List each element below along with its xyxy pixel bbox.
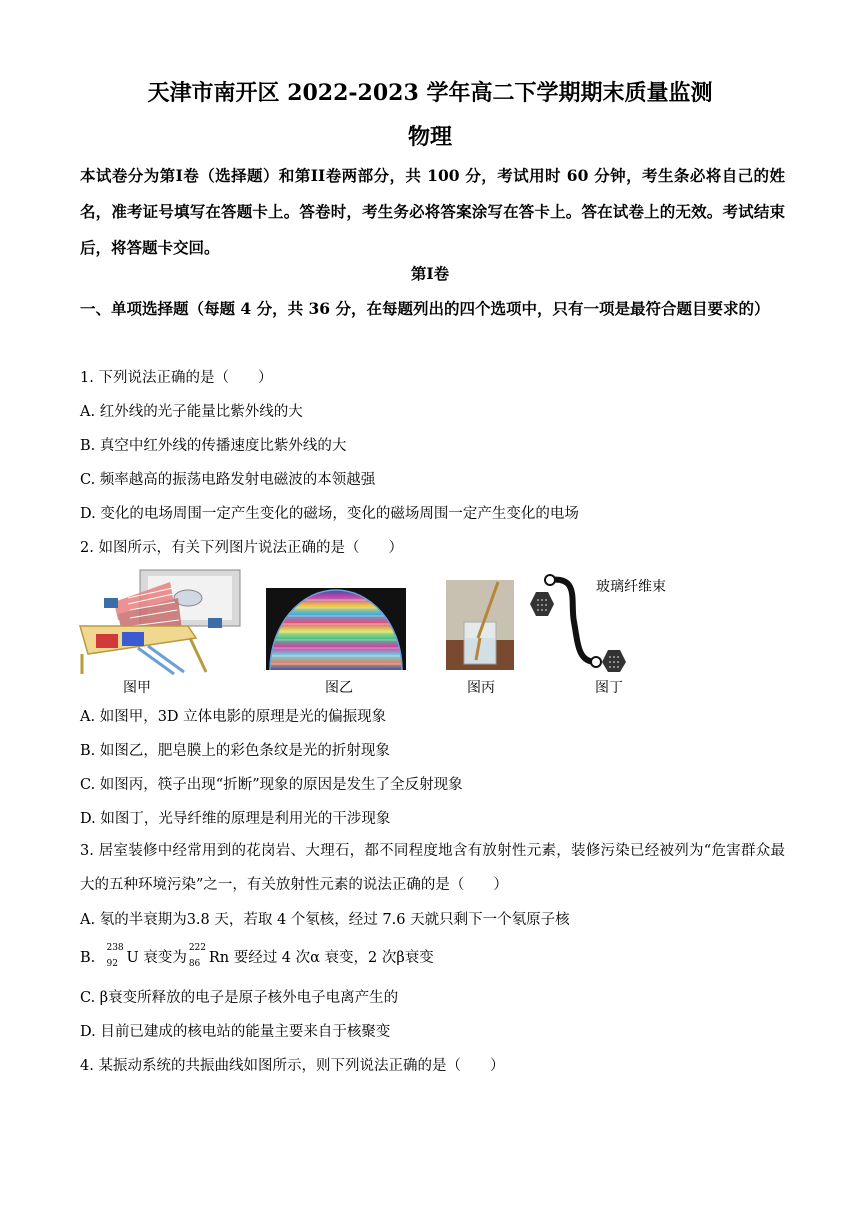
question-1-option-c: C. 频率越高的振荡电路发射电磁波的本领越强 — [80, 472, 376, 488]
question-2-option-a: A. 如图甲，3D 立体电影的原理是光的偏振现象 — [80, 709, 387, 725]
fiber-label: 玻璃纤维束 — [596, 579, 666, 595]
question-4-stem: 4. 某振动系统的共振曲线如图所示，则下列说法正确的是（ ） — [80, 1058, 505, 1074]
question-1-option-b: B. 真空中红外线的传播速度比紫外线的大 — [80, 438, 347, 454]
question-3-stem: 3. 居室装修中经常用到的花岗岩、大理石，都不同程度地含有放射性元素，装修污染已经被列为“危害群众最大的五种环境污染”之一，有关放射性元素的说法正确的是（ ） — [80, 843, 785, 893]
option-b-mid: 衰变为 — [143, 950, 187, 966]
subject-title: 物理 — [407, 124, 452, 150]
volume-heading: 第I卷 — [410, 264, 450, 283]
question-2-option-c: C. 如图丙，筷子出现“折断”现象的原因是发生了全反射现象 — [80, 777, 463, 793]
question-2-stem: 2. 如图所示，有关下列图片说法正确的是（ ） — [80, 540, 403, 556]
uranium-nuclide: 238 92 U — [106, 943, 139, 969]
option-b-suffix: 要经过 4 次α 衰变，2 次β衰变 — [233, 950, 434, 966]
question-1-option-a: A. 红外线的光子能量比紫外线的大 — [80, 404, 303, 420]
question-3-option-c: C. β衰变所释放的电子是原子核外电子电离产生的 — [80, 990, 399, 1006]
radon-nuclide: 222 86 Rn — [188, 943, 230, 969]
figure-3d-cinema-image — [78, 568, 248, 678]
question-3-option-a: A. 氡的半衰期为3.8 天，若取 4 个氡核，经过 7.6 天就只剩下一个氡原子核 — [80, 912, 570, 928]
question-2-option-b: B. 如图乙，肥皂膜上的彩色条纹是光的折射现象 — [80, 743, 390, 759]
caption-fig-ding: 图丁 — [595, 680, 623, 696]
exam-instructions: 本试卷分为第I卷（选择题）和第II卷两部分，共 100 分，考试用时 60 分钟，考生条必将自己的姓名，准考证号填写在答题卡上。答卷时，考生务必将答案涂写在答卡上。答在试卷上的无效。考试结束后，将答题卡交回。 — [80, 166, 785, 257]
question-3-option-b — [80, 943, 434, 969]
question-3-option-d: D. 目前已建成的核电站的能量主要来自于核聚变 — [80, 1024, 391, 1040]
caption-fig-yi: 图乙 — [325, 680, 353, 696]
caption-fig-bing: 图丙 — [467, 680, 495, 696]
question-1-stem: 1. 下列说法正确的是（ ） — [80, 370, 273, 386]
option-b-prefix: B. — [80, 950, 96, 966]
exam-title: 天津市南开区 2022-2023 学年高二下学期期末质量监测 — [147, 80, 713, 106]
caption-fig-jia: 图甲 — [123, 680, 151, 696]
section-heading: 一、单项选择题（每题 4 分，共 36 分，在每题列出的四个选项中，只有一项是最符合题目要求的） — [80, 299, 770, 318]
question-2-option-d: D. 如图丁，光导纤维的原理是利用光的干涉现象 — [80, 811, 391, 827]
question-1-option-d: D. 变化的电场周围一定产生变化的磁场，变化的磁场周围一定产生变化的电场 — [80, 506, 579, 522]
figure-soap-film-image — [266, 588, 406, 670]
figure-chopstick-image — [446, 580, 514, 670]
